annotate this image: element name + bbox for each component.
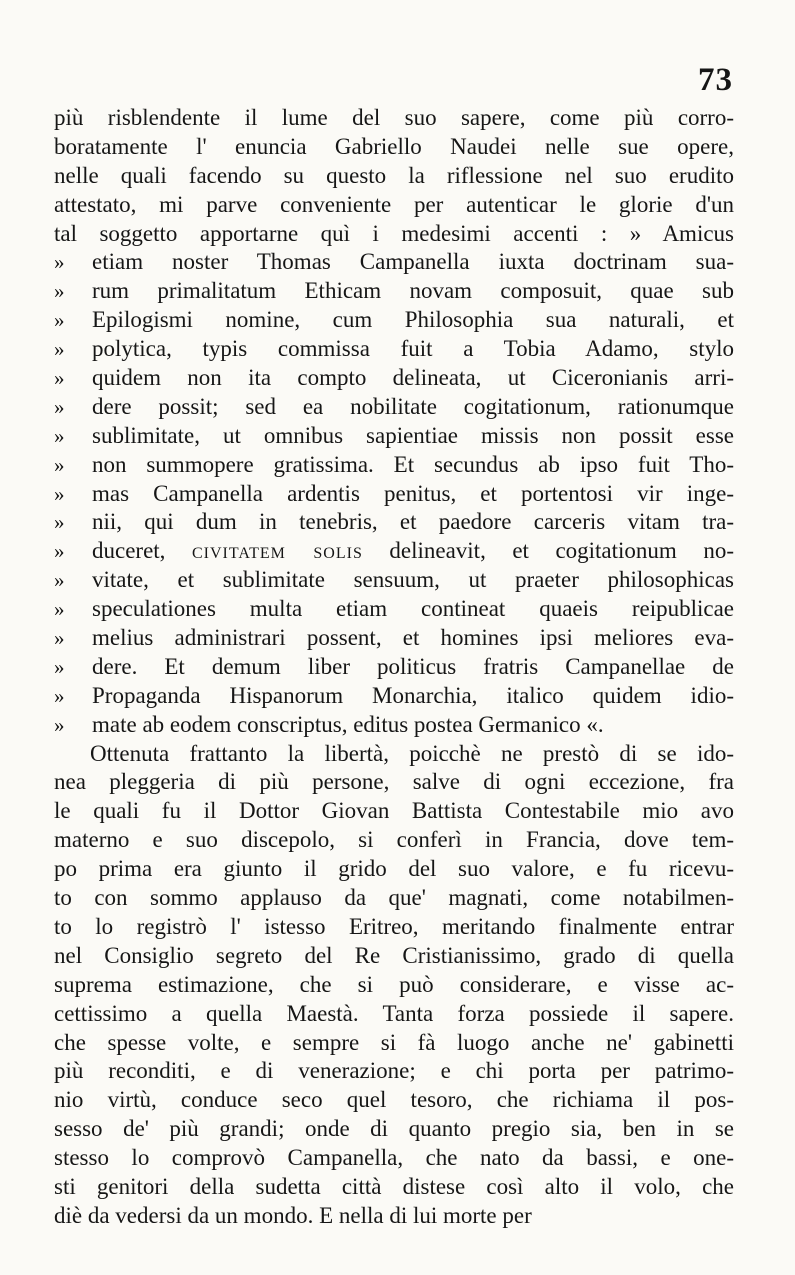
line-text: quidem non ita compto delineata, ut Ciceronianis arri- — [92, 365, 734, 391]
line-text: speculationes multa etiam contineat quaeis reipublicae — [92, 596, 734, 622]
text-line — [54, 508, 734, 537]
book-title-civitatem-solis: civitatem solis — [191, 538, 363, 564]
text-line — [54, 1144, 734, 1173]
quote-mark: » — [54, 568, 65, 593]
quote-mark: » — [54, 394, 65, 419]
text-line — [54, 162, 734, 191]
line-text: sublimitate, ut omnibus sapientiae missis non possit esse — [92, 422, 734, 448]
line-text: non summopere gratissima. Et secundus ab ipso fuit Tho- — [92, 451, 734, 477]
line-text: attestato, mi parve conveniente per autenticar le glorie d'un — [54, 191, 734, 217]
text-line — [54, 277, 734, 306]
line-text: nii, qui dum in tenebris, et paedore carceris vitam tra- — [92, 509, 734, 535]
text-line — [54, 624, 734, 653]
body-text — [54, 104, 734, 1231]
line-text: nea pleggeria di più persone, salve di ogni eccezione, fra — [54, 769, 734, 795]
text-line — [54, 248, 734, 277]
page-number: 73 — [698, 62, 733, 98]
quote-mark: » — [54, 597, 65, 622]
line-text: materno e suo discepolo, si conferì in Francia, dove tem- — [54, 827, 734, 853]
quote-mark: » — [54, 337, 65, 362]
line-text: duceret, civitatem solis delineavit, et cogitationum no- — [92, 538, 734, 564]
text-line — [54, 942, 734, 971]
line-text: tal soggetto apportarne quì i medesimi accenti : » Amicus — [54, 220, 734, 246]
line-text: sti genitori della sudetta città distese così alto il volo, che — [54, 1173, 734, 1199]
text-line — [54, 797, 734, 826]
line-text: nel Consiglio segreto del Re Cristianissimo, grado di quella — [54, 942, 734, 968]
line-text: nelle quali facendo su questo la riflessione nel suo erudito — [54, 162, 734, 188]
text-line — [54, 711, 734, 740]
text-line — [54, 306, 734, 335]
line-text: etiam noster Thomas Campanella iuxta doctrinam sua- — [92, 249, 734, 275]
line-text: Epilogismi nomine, cum Philosophia sua naturali, et — [92, 307, 734, 333]
quote-mark: » — [54, 626, 65, 651]
quote-mark: » — [54, 539, 65, 564]
text-line — [54, 1057, 734, 1086]
text-line — [54, 220, 734, 249]
text-line — [54, 855, 734, 884]
line-text: mas Campanella ardentis penitus, et portentosi vir inge- — [92, 480, 734, 506]
line-text: stesso lo comprovò Campanella, che nato da bassi, e one- — [54, 1145, 734, 1171]
quote-mark: » — [54, 481, 65, 506]
text-line — [54, 1029, 734, 1058]
line-text: melius administrari possent, et homines ipsi meliores eva- — [92, 625, 734, 651]
line-text: che spesse volte, e sempre si fà luogo anche ne' gabinetti — [54, 1029, 734, 1055]
quote-mark: » — [54, 279, 65, 304]
line-text: suprema estimazione, che si può considerare, e visse ac- — [54, 971, 734, 997]
line-text: mate ab eodem conscriptus, editus postea Germanico «. — [92, 711, 604, 737]
quote-mark: » — [54, 366, 65, 391]
text-line — [54, 913, 734, 942]
line-text: dere. Et demum liber politicus fratris Campanellae de — [92, 653, 734, 679]
text-line — [54, 422, 734, 451]
line-text: vitate, et sublimitate sensuum, ut praeter philosophicas — [92, 567, 734, 593]
line-text: boratamente l' enuncia Gabriello Naudei nelle sue opere, — [54, 133, 734, 159]
text-line — [54, 104, 734, 133]
text-line — [54, 566, 734, 595]
text-line — [54, 1202, 734, 1231]
text-line — [54, 740, 734, 769]
quote-mark: » — [54, 654, 65, 679]
text-line — [54, 682, 734, 711]
line-text: più reconditi, e di venerazione; e chi porta per patrimo- — [54, 1058, 734, 1084]
line-text: Ottenuta frattanto la libertà, poicchè ne prestò di se ido- — [90, 740, 734, 766]
text-line — [54, 1173, 734, 1202]
line-text: diè da vedersi da un mondo. E nella di lui morte per — [54, 1202, 532, 1228]
line-text: cettissimo a quella Maestà. Tanta forza possiede il sapere. — [54, 1000, 734, 1026]
text-line — [54, 393, 734, 422]
quote-mark: » — [54, 423, 65, 448]
text-line — [54, 1086, 734, 1115]
quote-mark: » — [54, 452, 65, 477]
line-text: più risblendente il lume del suo sapere, come più corro- — [54, 105, 734, 130]
line-text: polytica, typis commissa fuit a Tobia Adamo, stylo — [92, 336, 734, 362]
text-line — [54, 768, 734, 797]
text-line — [54, 826, 734, 855]
text-line — [54, 595, 734, 624]
text-line — [54, 364, 734, 393]
text-line — [54, 537, 734, 566]
text-line — [54, 451, 734, 480]
text-line — [54, 480, 734, 509]
quote-mark: » — [54, 683, 65, 708]
line-text: to con sommo applauso da que' magnati, come notabilmen- — [54, 885, 734, 911]
line-text: dere possit; sed ea nobilitate cogitationum, rationumque — [92, 393, 734, 419]
line-text: rum primalitatum Ethicam novam composuit, quae sub — [92, 278, 734, 304]
text-line — [54, 1000, 734, 1029]
text-line — [54, 335, 734, 364]
line-text: sesso de' più grandi; onde di quanto pregio sia, ben in se — [54, 1116, 734, 1142]
line-text: le quali fu il Dottor Giovan Battista Contestabile mio avo — [54, 798, 734, 824]
quote-mark: » — [54, 510, 65, 535]
text-line — [54, 653, 734, 682]
line-text: to lo registrò l' istesso Eritreo, meritando finalmente entrar — [54, 913, 734, 939]
line-text: Propaganda Hispanorum Monarchia, italico quidem idio- — [92, 682, 734, 708]
quote-mark: » — [54, 712, 65, 737]
text-line — [54, 971, 734, 1000]
text-line — [54, 1115, 734, 1144]
text-line — [54, 884, 734, 913]
text-line — [54, 133, 734, 162]
text-line — [54, 191, 734, 220]
quote-mark: » — [54, 250, 65, 275]
line-text: po prima era giunto il grido del suo valore, e fu ricevu- — [54, 856, 734, 882]
quote-mark: » — [54, 308, 65, 333]
line-text: nio virtù, conduce seco quel tesoro, che richiama il pos- — [54, 1087, 734, 1113]
